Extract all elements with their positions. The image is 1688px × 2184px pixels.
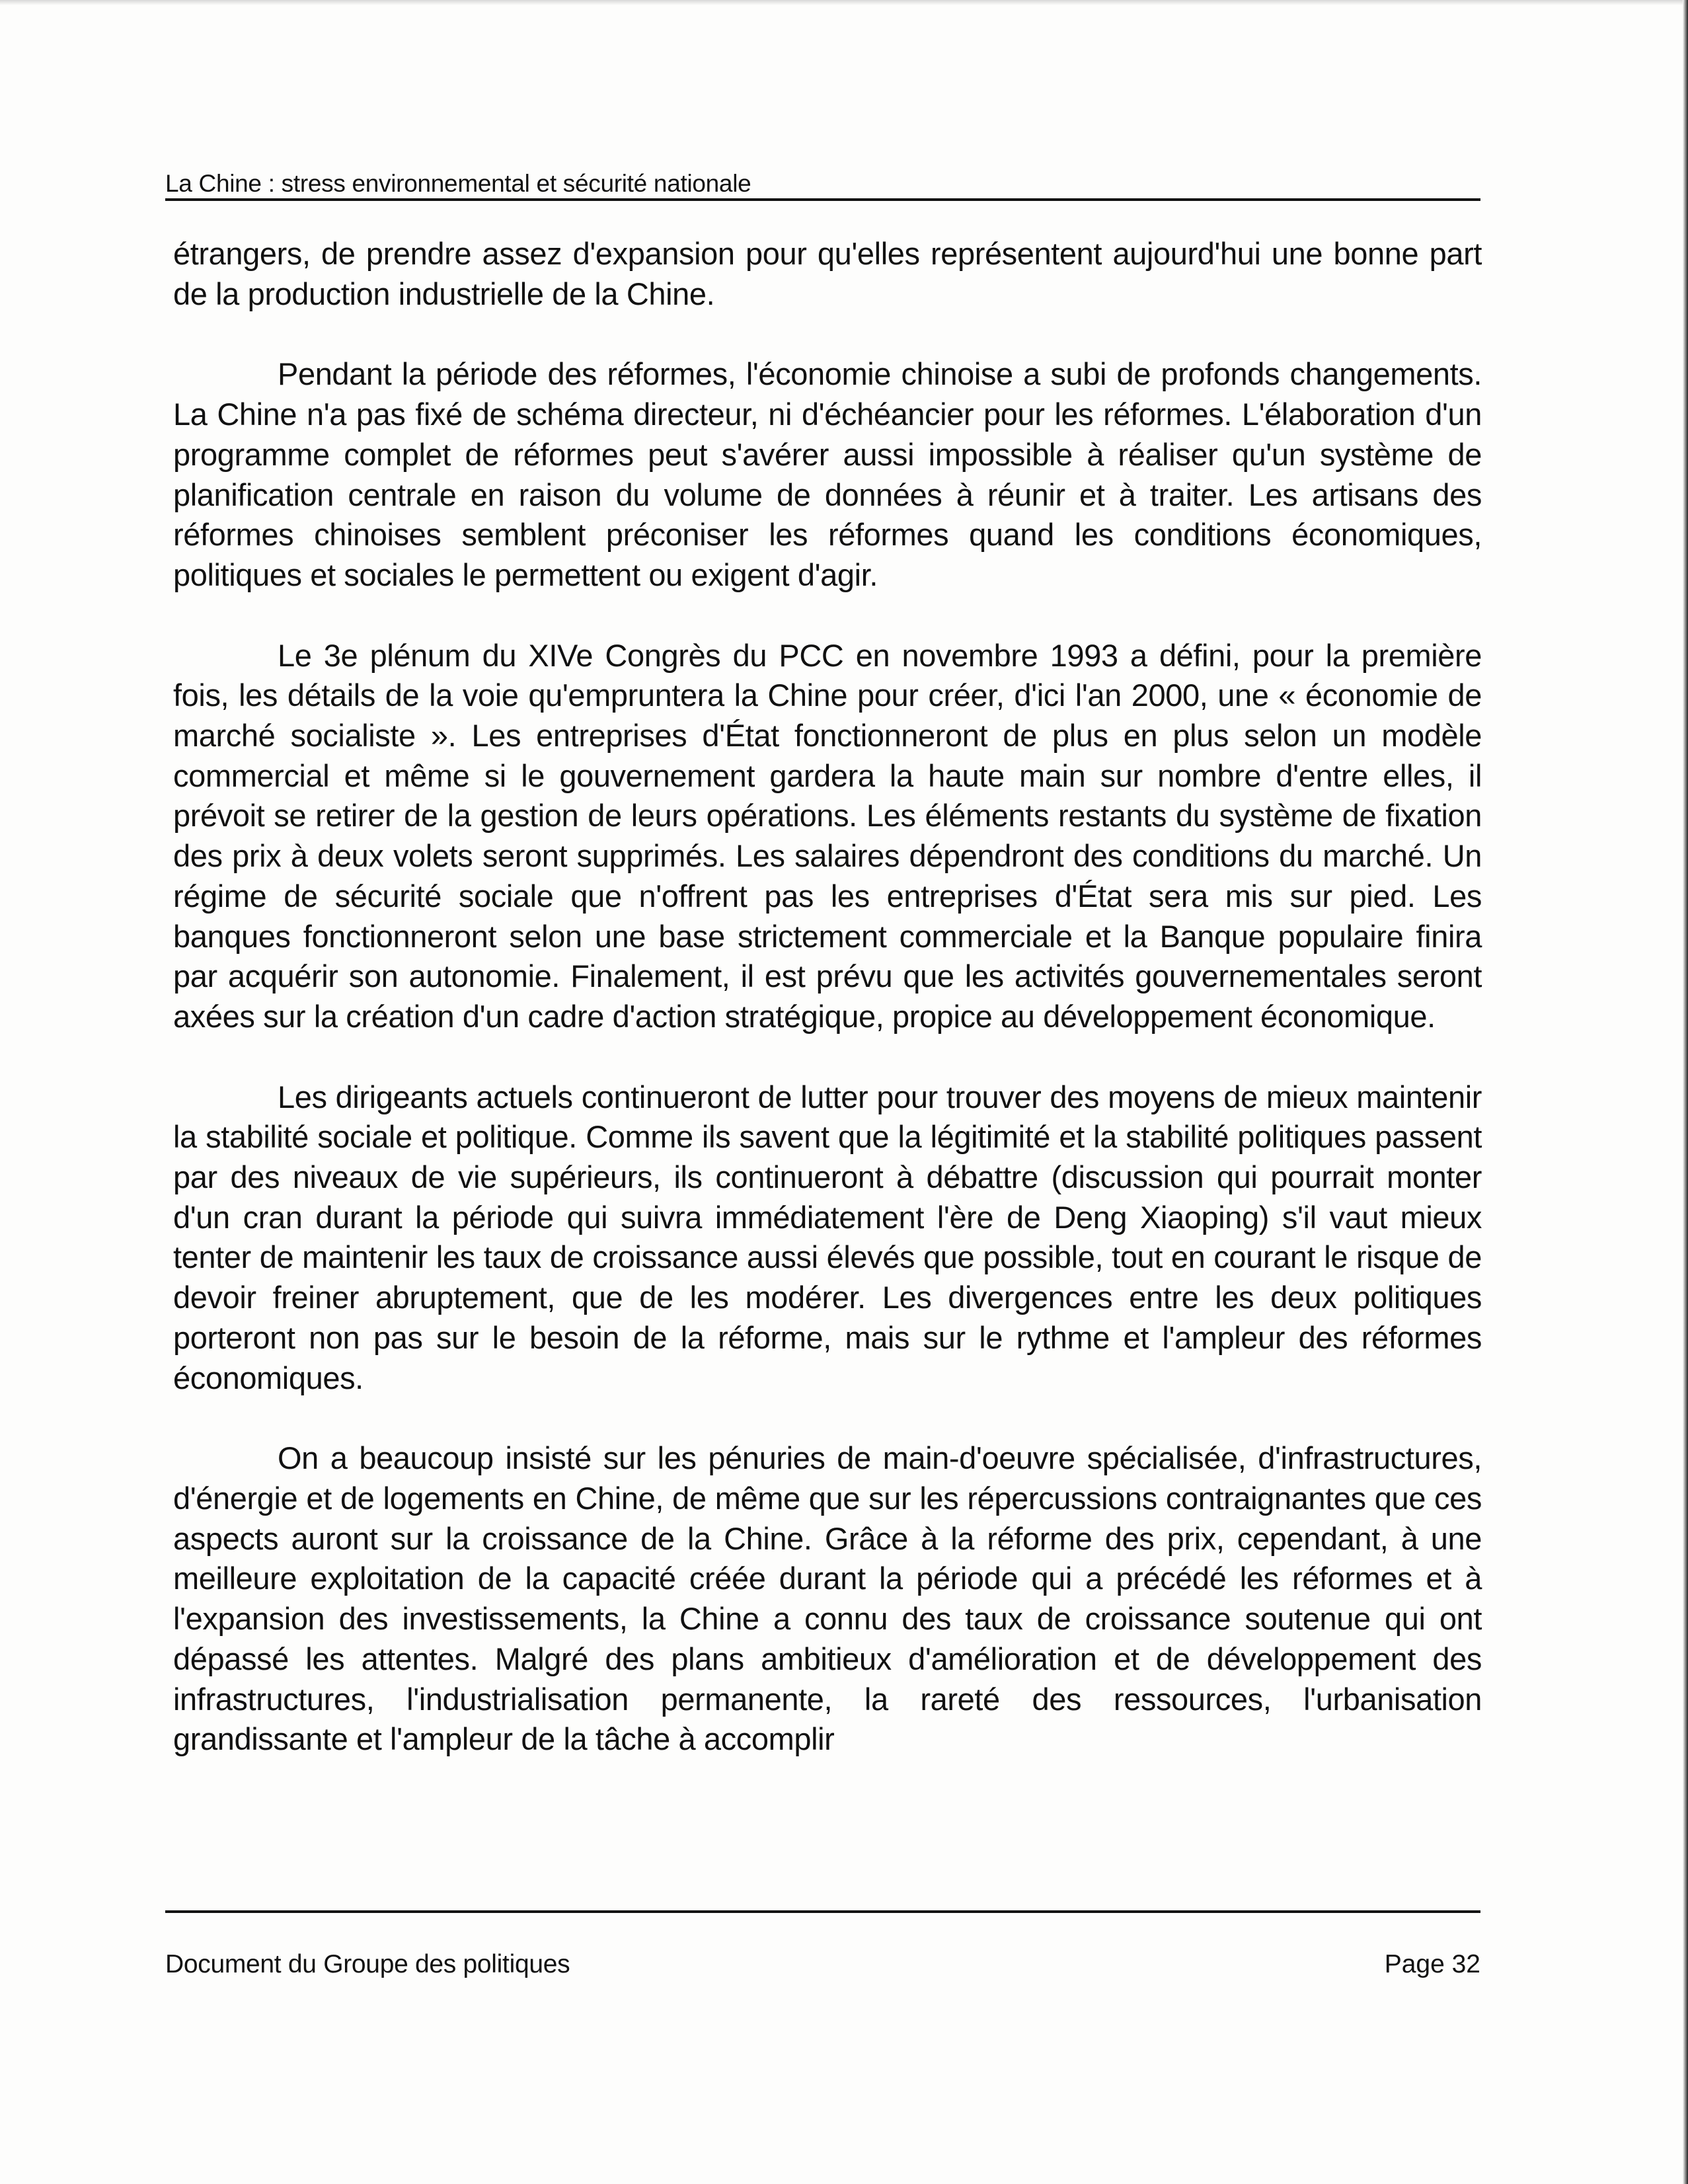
paragraph-leaders: Les dirigeants actuels continueront de lutter pour trouver des moyens de mieux maintenir la stabilité sociale et politique. Comme ils savent que la légitimité et la stabilité politiques passent par des niveaux de vie supérieurs, ils continueront à débattre (discussion qui pourrait monter d'un cran durant la période qui suivra immédiatement l'ère de Deng Xiaoping) s'il vaut mieux tenter de maintenir les taux de croissance aussi élevés que possible, tout en courant le risque de devoir freiner abruptement, que de les modérer. Les divergences entre les deux politiques porteront non pas sur le besoin de la réforme, mais sur le rythme et l'ampleur des réformes économiques. [173,1079,1482,1395]
paragraph-reforms: Pendant la période des réformes, l'économie chinoise a subi de profonds changements. La Chine n'a pas fixé de schéma directeur, ni d'échéancier pour les réformes. L'élaboration d'un programme complet de réformes peut s'avérer aussi impossible à réaliser qu'un système de planification centrale en raison du volume de données à réunir et à traiter. Les artisans des réformes chinoises semblent préconiser les réformes quand les conditions économiques, politiques et sociales le permettent ou exigent d'agir. [173,356,1482,592]
paragraph-shortages: On a beaucoup insisté sur les pénuries de main-d'oeuvre spécialisée, d'infrastructures, d'énergie et de logements en Chine, de même que sur les répercussions contraignantes que ces aspects auront sur la croissance de la Chine. Grâce à la réforme des prix, cependant, à une meilleure exploitation de la capacité créée durant la période qui a précédé les réformes et à l'expansion des investissements, la Chine a connu des taux de croissance soutenue qui ont dépassé les attentes. Malgré des plans ambitieux d'amélioration et de développement des infrastructures, l'industrialisation permanente, la rareté des ressources, l'urbanisation grandissante et l'ampleur de la tâche à accomplir [173,1440,1482,1757]
header-rule [165,198,1480,201]
paragraph-continuation: étrangers, de prendre assez d'expansion pour qu'elles représentent aujourd'hui une bonne part de la production industrielle de la Chine. [173,236,1482,311]
scan-edge-top [0,0,1688,5]
running-header: La Chine : stress environnemental et sécurité nationale [165,170,751,197]
paragraph-plenum: Le 3e plénum du XIVe Congrès du PCC en novembre 1993 a défini, pour la première fois, les détails de la voie qu'empruntera la Chine pour créer, d'ici l'an 2000, une « économie de marché socialiste ». Les entreprises d'État fonctionneront de plus en plus selon un modèle commercial et même si le gouvernement gardera la haute main sur nombre d'entre elles, il prévoit se retirer de la gestion de leurs opérations. Les éléments restants du système de fixation des prix à deux volets seront supprimés. Les salaires dépendront des conditions du marché. Un régime de sécurité sociale que n'offrent pas les entreprises d'État sera mis sur pied. Les banques fonctionneront selon une base strictement commerciale et la Banque populaire finira par acquérir son autonomie. Finalement, il est prévu que les activités gouvernementales seront axées sur la création d'un cadre d'action stratégique, propice au développement économique. [173,637,1482,1034]
body-text [173,234,1482,1760]
page-number: Page 32 [1384,1950,1480,1978]
footer-document-title: Document du Groupe des politiques [165,1950,570,1978]
footer-rule [165,1910,1480,1913]
scan-edge-right [1683,0,1688,2184]
